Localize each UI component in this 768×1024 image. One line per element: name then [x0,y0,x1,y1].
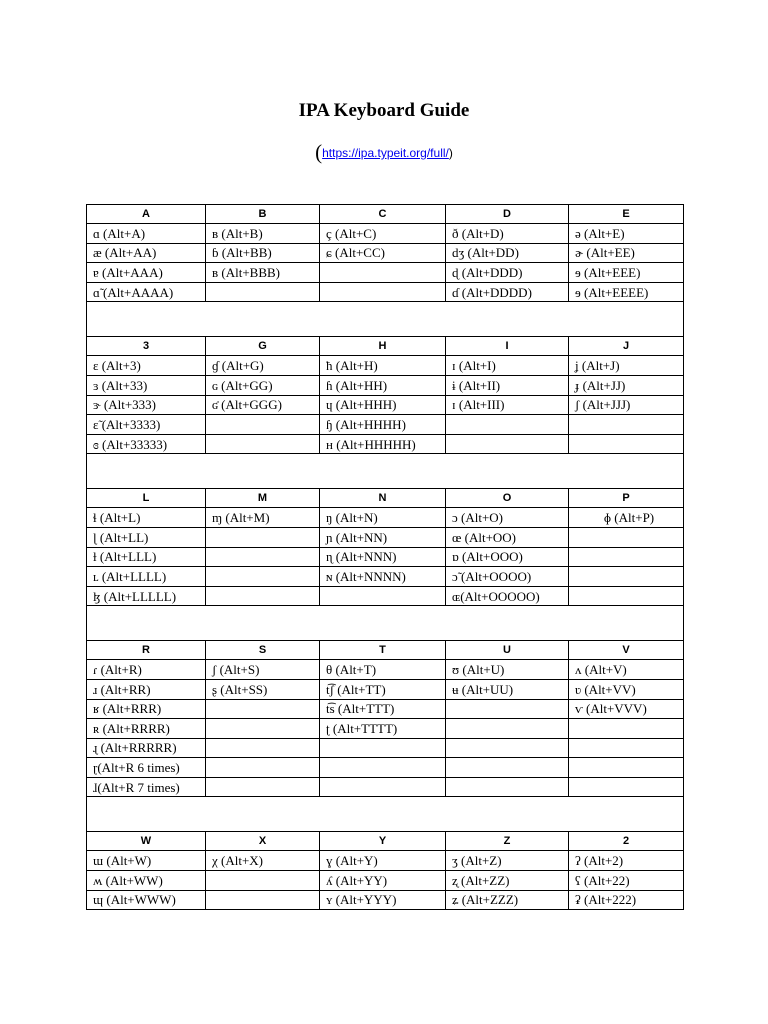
ipa-cell: ɕ (Alt+CC) [320,243,446,263]
ipa-cell: ʟ (Alt+LLLL) [87,567,206,587]
ipa-cell [569,586,684,606]
ipa-cell: ħ (Alt+H) [320,356,446,376]
table-row [87,224,684,244]
spacer-row [87,606,684,641]
ipa-cell: ɚ (Alt+EE) [569,243,684,263]
ipa-cell [446,777,569,797]
column-header: M [206,489,320,508]
ipa-cell: ɸ (Alt+P) [569,508,684,528]
column-header: C [320,205,446,224]
column-header: Z [446,832,569,851]
column-header: 3 [87,337,206,356]
ipa-cell [446,699,569,719]
table-row [87,434,684,454]
table-row [87,282,684,302]
ipa-cell [206,586,320,606]
spacer-cell [87,454,684,489]
ipa-table-body [87,205,684,910]
ipa-cell: ʡ (Alt+222) [569,890,684,910]
spacer-cell [87,797,684,832]
table-row [87,586,684,606]
ipa-cell [446,738,569,758]
spacer-row [87,302,684,337]
table-row [87,660,684,680]
column-header: X [206,832,320,851]
column-header: W [87,832,206,851]
spacer-row [87,454,684,489]
ipa-cell: æ (Alt+AA) [87,243,206,263]
ipa-cell: ʝ (Alt+J) [569,356,684,376]
table-row [87,508,684,528]
ipa-cell [206,699,320,719]
table-row [87,777,684,797]
ipa-cell [446,434,569,454]
ipa-cell: ɟ (Alt+JJ) [569,375,684,395]
column-header: P [569,489,684,508]
table-row [87,263,684,283]
column-header: Y [320,832,446,851]
ipa-cell: ɱ (Alt+M) [206,508,320,528]
ipa-cell: ɻ (Alt+RRRRR) [87,738,206,758]
ipa-cell: ɥ (Alt+HHH) [320,395,446,415]
ipa-cell: ⱱ (Alt+VVV) [569,699,684,719]
ipa-cell: ɣ (Alt+Y) [320,851,446,871]
ipa-cell: ə (Alt+E) [569,224,684,244]
ipa-cell: ɰ (Alt+WWW) [87,890,206,910]
ipa-cell [206,282,320,302]
ipa-cell: ɽ(Alt+R 6 times) [87,758,206,778]
link-close-paren: ) [448,146,453,160]
ipa-cell [206,527,320,547]
ipa-cell: ʐ (Alt+ZZ) [446,871,569,891]
ipa-cell: ʛ (Alt+GGG) [206,395,320,415]
column-header: T [320,641,446,660]
table-row [87,738,684,758]
column-header: V [569,641,684,660]
ipa-cell: ɓ (Alt+BB) [206,243,320,263]
ipa-cell: ɺ(Alt+R 7 times) [87,777,206,797]
ipa-cell: ʁ (Alt+RRR) [87,699,206,719]
ipa-cell: ɛ̃ (Alt+3333) [87,415,206,435]
ipa-cell [206,890,320,910]
ipa-cell: ɴ (Alt+NNNN) [320,567,446,587]
ipa-cell: ɪ (Alt+III) [446,395,569,415]
column-header: J [569,337,684,356]
column-header: A [87,205,206,224]
ipa-cell: ʈ (Alt+TTTT) [320,719,446,739]
table-row [87,547,684,567]
ipa-cell: ɬ (Alt+L) [87,508,206,528]
ipa-cell [320,282,446,302]
table-row [87,395,684,415]
ipa-cell: ʏ (Alt+YYY) [320,890,446,910]
ipa-cell: ɢ (Alt+GG) [206,375,320,395]
ipa-cell: ɫ (Alt+LLL) [87,547,206,567]
header-row [87,641,684,660]
ipa-cell: ç (Alt+C) [320,224,446,244]
table-row [87,243,684,263]
ipa-cell: ʂ (Alt+SS) [206,679,320,699]
ipa-cell: ɹ (Alt+RR) [87,679,206,699]
ipa-cell [569,758,684,778]
ipa-cell [206,871,320,891]
ipa-cell: ɦ (Alt+HH) [320,375,446,395]
ipa-cell [206,758,320,778]
column-header: U [446,641,569,660]
ipa-cell: t͡ʃ (Alt+TT) [320,679,446,699]
ipa-cell: ʎ (Alt+YY) [320,871,446,891]
ipa-cell: ɮ (Alt+LLLLL) [87,586,206,606]
ipa-cell [320,758,446,778]
ipa-cell: ʀ (Alt+RRRR) [87,719,206,739]
ipa-keyboard-table [86,204,684,910]
header-row [87,205,684,224]
ipa-cell [569,738,684,758]
ipa-cell [206,777,320,797]
ipa-cell: ʔ (Alt+2) [569,851,684,871]
ipa-cell: ʙ (Alt+B) [206,224,320,244]
ipa-cell: ɲ (Alt+NN) [320,527,446,547]
ipa-cell: ɠ (Alt+G) [206,356,320,376]
ipa-cell: ɨ (Alt+II) [446,375,569,395]
header-row [87,832,684,851]
ipa-cell [206,547,320,567]
source-link-line [0,140,768,165]
ipa-cell: ʍ (Alt+WW) [87,871,206,891]
ipa-cell: t͡s (Alt+TTT) [320,699,446,719]
column-header: L [87,489,206,508]
ipa-cell [206,719,320,739]
ipa-cell [569,547,684,567]
ipa-cell: ð (Alt+D) [446,224,569,244]
ipa-cell: ʃ (Alt+S) [206,660,320,680]
header-row [87,489,684,508]
ipa-cell: œ (Alt+OO) [446,527,569,547]
column-header: E [569,205,684,224]
ipa-cell: ɧ (Alt+HHHH) [320,415,446,435]
ipa-cell: ɛ (Alt+3) [87,356,206,376]
ipa-cell: ɝ (Alt+333) [87,395,206,415]
ipa-cell: ɯ (Alt+W) [87,851,206,871]
ipa-cell [569,434,684,454]
ipa-cell [206,434,320,454]
ipa-cell: ʃ (Alt+JJJ) [569,395,684,415]
ipa-cell: χ (Alt+X) [206,851,320,871]
ipa-cell: ɑ (Alt+A) [87,224,206,244]
table-row [87,375,684,395]
ipa-cell: ɭ (Alt+LL) [87,527,206,547]
table-row [87,415,684,435]
ipa-cell [320,738,446,758]
ipa-cell: ʌ (Alt+V) [569,660,684,680]
ipa-cell [206,738,320,758]
ipa-cell [320,586,446,606]
ipa-cell: ɞ (Alt+33333) [87,434,206,454]
column-header: G [206,337,320,356]
table-row [87,527,684,547]
ipa-cell: ɘ (Alt+EEEE) [569,282,684,302]
table-row [87,356,684,376]
ipa-cell: ɘ (Alt+EEE) [569,263,684,283]
ipa-cell [569,567,684,587]
ipa-cell: ʙ (Alt+BBB) [206,263,320,283]
ipa-cell [569,719,684,739]
spacer-row [87,797,684,832]
ipa-cell: ʊ (Alt+U) [446,660,569,680]
column-header: I [446,337,569,356]
source-link[interactable]: https://ipa.typeit.org/full/ [322,146,449,160]
table-row [87,851,684,871]
column-header: S [206,641,320,660]
ipa-cell [206,567,320,587]
column-header: O [446,489,569,508]
header-row [87,337,684,356]
ipa-cell [320,263,446,283]
ipa-cell [320,777,446,797]
ipa-cell: ɐ (Alt+AAA) [87,263,206,283]
ipa-cell: ɔ (Alt+O) [446,508,569,528]
ipa-cell [569,527,684,547]
ipa-cell: ʕ (Alt+22) [569,871,684,891]
ipa-cell: ʉ (Alt+UU) [446,679,569,699]
column-header: B [206,205,320,224]
ipa-cell: ʋ (Alt+VV) [569,679,684,699]
table-row [87,719,684,739]
ipa-cell [446,719,569,739]
ipa-cell [446,758,569,778]
column-header: R [87,641,206,660]
table-row [87,699,684,719]
ipa-cell: ɒ (Alt+OOO) [446,547,569,567]
spacer-cell [87,606,684,641]
column-header: H [320,337,446,356]
table-row [87,890,684,910]
spacer-cell [87,302,684,337]
table-row [87,567,684,587]
ipa-cell: ʜ (Alt+HHHHH) [320,434,446,454]
ipa-cell: ɗ (Alt+DDDD) [446,282,569,302]
ipa-cell [206,415,320,435]
ipa-cell: ɑ̃ (Alt+AAAA) [87,282,206,302]
ipa-cell: ɖ (Alt+DDD) [446,263,569,283]
ipa-cell [446,415,569,435]
ipa-cell: ɪ (Alt+I) [446,356,569,376]
table-row [87,758,684,778]
column-header: N [320,489,446,508]
ipa-cell: ɔ̃ (Alt+OOOO) [446,567,569,587]
ipa-cell: dʒ (Alt+DD) [446,243,569,263]
page-title: IPA Keyboard Guide [298,100,470,121]
ipa-cell: ŋ (Alt+N) [320,508,446,528]
ipa-cell [569,777,684,797]
ipa-cell: ʑ (Alt+ZZZ) [446,890,569,910]
ipa-cell: θ (Alt+T) [320,660,446,680]
ipa-cell [569,415,684,435]
table-row [87,871,684,891]
column-header: 2 [569,832,684,851]
ipa-cell: ɾ (Alt+R) [87,660,206,680]
ipa-cell: ɜ (Alt+33) [87,375,206,395]
ipa-cell: ɳ (Alt+NNN) [320,547,446,567]
ipa-cell: ɶ(Alt+OOOOO) [446,586,569,606]
table-row [87,679,684,699]
ipa-cell: ʒ (Alt+Z) [446,851,569,871]
column-header: D [446,205,569,224]
link-open-paren: ( [315,140,323,164]
